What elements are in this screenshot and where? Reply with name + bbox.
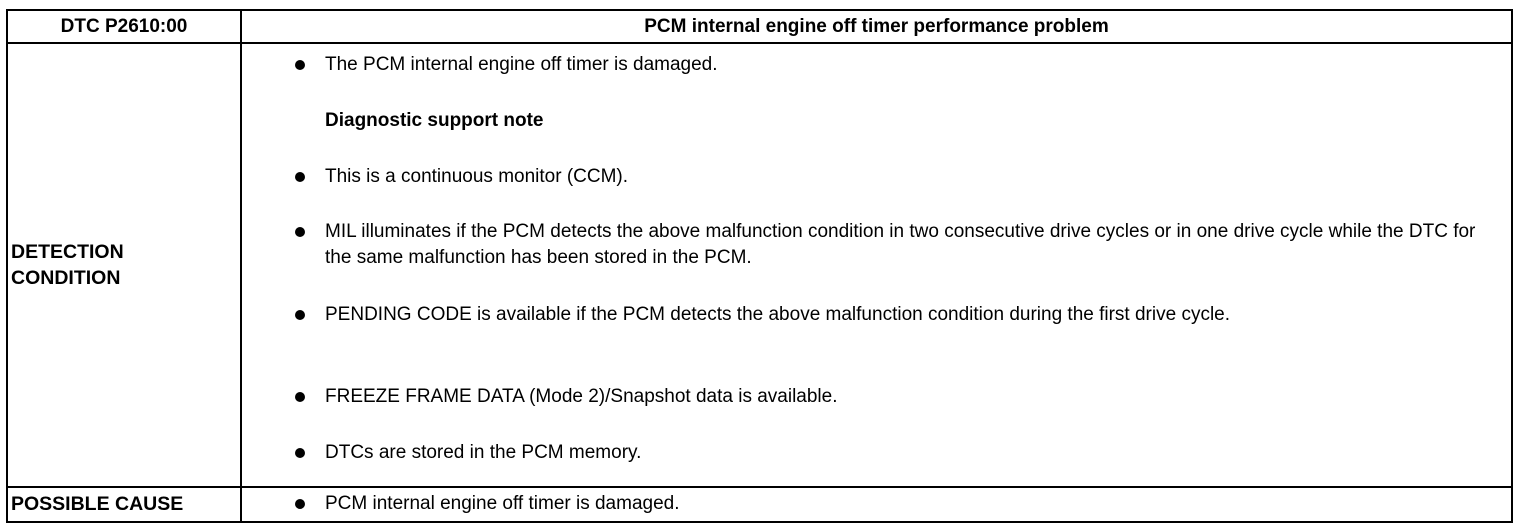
detection-label-line1: DETECTION [11, 241, 124, 263]
bullet-icon [295, 227, 305, 237]
bullet-icon [295, 60, 305, 70]
list-item-text: PENDING CODE is available if the PCM detects the above malfunction condition during the first drive cycle. [325, 304, 1231, 325]
detection-condition-content [241, 43, 1512, 487]
list-item-text: The PCM internal engine off timer is damaged. [325, 54, 718, 75]
dtc-table [6, 9, 1513, 523]
bullet-icon [295, 499, 305, 509]
bullet-icon [295, 310, 305, 320]
dtc-code-cell: DTC P2610:00 [7, 10, 241, 43]
list-item-text: DTCs are stored in the PCM memory. [325, 442, 642, 463]
support-note-heading: Diagnostic support note [325, 110, 544, 131]
list-item-text: PCM internal engine off timer is damaged. [325, 493, 680, 514]
dtc-title-cell: PCM internal engine off timer performance problem [241, 10, 1512, 43]
list-item-text: This is a continuous monitor (CCM). [325, 166, 629, 187]
possible-cause-label: POSSIBLE CAUSE [7, 487, 241, 522]
bullet-icon [295, 172, 305, 182]
bullet-icon [295, 392, 305, 402]
header-row [7, 10, 1512, 43]
list-item-text: FREEZE FRAME DATA (Mode 2)/Snapshot data is available. [325, 386, 838, 407]
bullet-icon [295, 448, 305, 458]
list-item-text: MIL illuminates if the PCM detects the above malfunction condition in two consecutive drive cycles or in one drive cycle while the DTC for the same malfunction has been stored in the PCM. [325, 221, 1476, 268]
detection-label-line2: CONDITION [11, 267, 121, 289]
detection-condition-label [7, 43, 241, 487]
possible-cause-content [241, 487, 1512, 522]
possible-cause-row [7, 487, 1512, 522]
detection-condition-row [7, 43, 1512, 487]
